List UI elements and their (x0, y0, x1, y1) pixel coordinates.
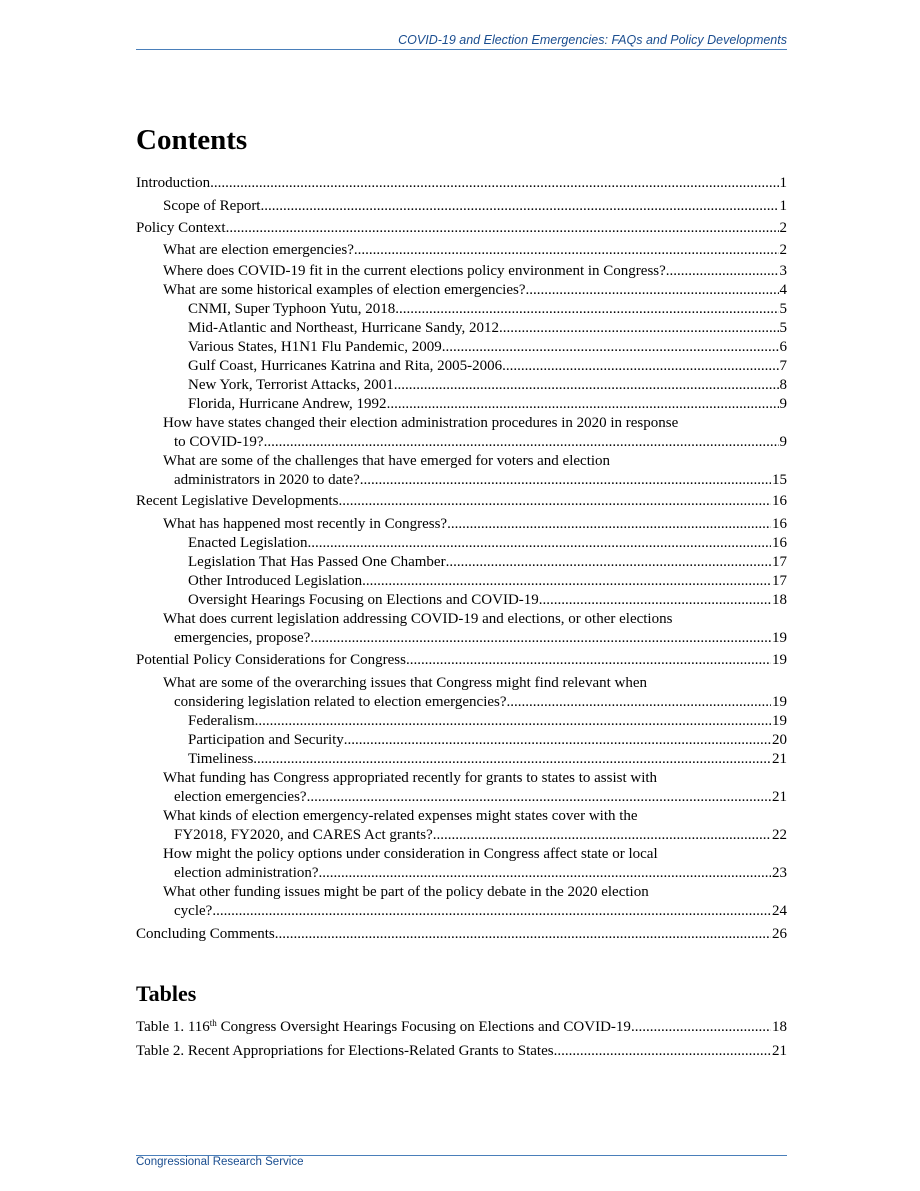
toc-page-number: 20 (772, 732, 787, 748)
leader-dots (666, 262, 779, 281)
toc-entry-label: Where does COVID-19 fit in the current elections policy environment in Congress? (163, 263, 666, 279)
toc-entry-other-funding-line2[interactable] (174, 902, 787, 921)
leader-dots (395, 300, 778, 319)
leader-dots (212, 902, 771, 921)
toc-entry-recent-legislative[interactable] (136, 492, 787, 511)
toc-entry-overarching-line1[interactable]: What are some of the overarching issues that Congress might find relevant when (163, 675, 648, 691)
toc-page-number: 16 (772, 516, 787, 532)
toc-page-number: 5 (779, 320, 787, 336)
toc-page-number: 8 (779, 377, 787, 393)
toc-page-number: 6 (779, 339, 787, 355)
toc-page-number: 23 (772, 865, 787, 881)
leader-dots (226, 219, 779, 238)
leader-dots (446, 553, 771, 572)
toc-entry-label: Enacted Legislation (188, 535, 308, 551)
toc-entry-label: Table 2. Recent Appropriations for Elections-Related Grants to States (136, 1043, 554, 1059)
leader-dots (447, 515, 771, 534)
toc-page-number: 21 (772, 1043, 787, 1059)
toc-entry-label: Timeliness (188, 751, 254, 767)
toc-entry-label: to COVID-19? (174, 434, 264, 450)
toc-entry-challenges-line1[interactable]: What are some of the challenges that have emerged for voters and election (163, 453, 611, 469)
toc-entry-label: Participation and Security (188, 732, 344, 748)
toc-page-number: 2 (779, 242, 787, 258)
toc-entry-label: considering legislation related to election emergencies? (174, 694, 507, 710)
leader-dots (539, 591, 771, 610)
leader-dots (360, 471, 771, 490)
toc-page-number: 19 (772, 713, 787, 729)
toc-entry-label: Legislation That Has Passed One Chamber (188, 554, 446, 570)
leader-dots (344, 731, 771, 750)
leader-dots (354, 241, 779, 260)
contents-heading: Contents (136, 124, 248, 156)
toc-entry-katrina[interactable] (188, 357, 787, 376)
toc-entry-h1n1[interactable] (188, 338, 787, 357)
toc-page-number: 21 (772, 789, 787, 805)
toc-entry-policy-context[interactable] (136, 219, 787, 238)
toc-entry-enacted[interactable] (188, 534, 787, 553)
toc-entry-label (136, 1018, 631, 1037)
toc-entry-label: cycle? (174, 903, 213, 919)
toc-entry-expenses-line2[interactable] (174, 826, 787, 845)
toc-page-number: 5 (779, 301, 787, 317)
toc-page-number: 19 (772, 694, 787, 710)
leader-dots (275, 925, 771, 944)
toc-entry-label: administrators in 2020 to date? (174, 472, 360, 488)
toc-entry-label: New York, Terrorist Attacks, 2001 (188, 377, 394, 393)
leader-dots (525, 281, 778, 300)
toc-page-number: 3 (779, 263, 787, 279)
leader-dots (253, 750, 771, 769)
toc-page-number: 18 (772, 1019, 787, 1035)
toc-entry-label: Potential Policy Considerations for Congress (136, 652, 406, 668)
running-header: COVID-19 and Election Emergencies: FAQs and Policy Developments (398, 33, 787, 47)
toc-entry-andrew[interactable] (188, 395, 787, 414)
toc-page-number: 1 (779, 198, 787, 214)
leader-dots (507, 693, 771, 712)
toc-entry-label: Various States, H1N1 Flu Pandemic, 2009 (188, 339, 442, 355)
leader-dots (433, 826, 771, 845)
toc-entry-states-changed-line2[interactable] (174, 433, 787, 452)
leader-dots (406, 651, 771, 670)
toc-page-number: 9 (779, 434, 787, 450)
leader-dots (631, 1018, 771, 1037)
toc-entry-label: What are election emergencies? (163, 242, 354, 258)
leader-dots (394, 376, 779, 395)
running-footer: Congressional Research Service (136, 1156, 304, 1168)
leader-dots (264, 433, 779, 452)
toc-entry-policy-options-line1[interactable]: How might the policy options under consideration in Congress affect state or local (163, 846, 658, 862)
toc-page-number: 22 (772, 827, 787, 843)
leader-dots (255, 712, 771, 731)
toc-entry-cnmi[interactable] (188, 300, 787, 319)
toc-page-number: 19 (772, 630, 787, 646)
toc-page-number: 26 (772, 926, 787, 942)
toc-entry-label: FY2018, FY2020, and CARES Act grants? (174, 827, 433, 843)
toc-entry-label: Policy Context (136, 220, 226, 236)
toc-entry-historical[interactable] (163, 281, 787, 300)
toc-entry-label: Federalism (188, 713, 255, 729)
toc-entry-overarching-line2[interactable] (174, 693, 787, 712)
header-rule (136, 49, 787, 50)
toc-entry-concluding[interactable] (136, 925, 787, 944)
toc-entry-policy-options-line2[interactable] (174, 864, 787, 883)
toc-entry-label: Gulf Coast, Hurricanes Katrina and Rita, 2005-2006 (188, 358, 503, 374)
toc-entry-sandy[interactable] (188, 319, 787, 338)
toc-entry-label: election administration? (174, 865, 319, 881)
toc-page-number: 17 (772, 573, 787, 589)
toc-entry-label: Introduction (136, 175, 211, 191)
toc-entry-passed-one[interactable] (188, 553, 787, 572)
toc-entry-funding-line2[interactable] (174, 788, 787, 807)
tables-heading: Tables (136, 981, 197, 1006)
toc-entry-label: Scope of Report (163, 198, 261, 214)
toc-entry-oversight[interactable] (188, 591, 787, 610)
toc-entry-participation[interactable] (188, 731, 787, 750)
leader-dots (387, 395, 779, 414)
toc-entry-funding-line1[interactable]: What funding has Congress appropriated recently for grants to states to assist with (163, 770, 658, 786)
toc-entry-label: Mid-Atlantic and Northeast, Hurricane Sandy, 2012 (188, 320, 500, 336)
leader-dots (308, 534, 771, 553)
toc-page-number: 19 (772, 652, 787, 668)
toc-page-number: 16 (772, 535, 787, 551)
table1-title: Congress Oversight Hearings Focusing on Elections and COVID-19 (216, 1019, 631, 1035)
toc-page-number: 7 (779, 358, 787, 374)
table1-ordinal-suffix: th (209, 1018, 217, 1028)
toc-entry-label: Recent Legislative Developments (136, 493, 339, 509)
toc-entry-happened[interactable] (163, 515, 787, 534)
toc-page-number: 18 (772, 592, 787, 608)
toc-entry-label: Florida, Hurricane Andrew, 1992 (188, 396, 387, 412)
toc-entry-covid-fit[interactable] (163, 262, 787, 281)
leader-dots (442, 338, 779, 357)
toc-page-number: 16 (772, 493, 787, 509)
leader-dots (362, 572, 771, 591)
toc-entry-states-changed-line1[interactable]: How have states changed their election administration procedures in 2020 in response (163, 415, 679, 431)
toc-entry-election-emergencies[interactable] (163, 241, 787, 260)
toc-entry-expenses-line1[interactable]: What kinds of election emergency-related expenses might states cover with the (163, 808, 638, 824)
toc-page-number: 24 (772, 903, 787, 919)
toc-entry-label: Oversight Hearings Focusing on Elections and COVID-19 (188, 592, 539, 608)
toc-page-number: 4 (779, 282, 787, 298)
leader-dots (307, 788, 771, 807)
toc-page-number: 21 (772, 751, 787, 767)
toc-page-number: 15 (772, 472, 787, 488)
leader-dots (499, 319, 778, 338)
toc-entry-label: emergencies, propose? (174, 630, 311, 646)
toc-entry-potential-policy[interactable] (136, 651, 787, 670)
toc-entry-current-leg-line2[interactable] (174, 629, 787, 648)
table1-prefix: Table 1. 116 (136, 1019, 210, 1035)
toc-page-number: 9 (779, 396, 787, 412)
toc-entry-label: election emergencies? (174, 789, 307, 805)
toc-entry-current-leg-line1[interactable]: What does current legislation addressing COVID-19 and elections, or other elections (163, 611, 673, 627)
leader-dots (502, 357, 778, 376)
toc-entry-label: Other Introduced Legislation (188, 573, 363, 589)
toc-entry-scope[interactable] (163, 197, 787, 216)
leader-dots (310, 629, 771, 648)
toc-entry-label: CNMI, Super Typhoon Yutu, 2018 (188, 301, 396, 317)
toc-entry-challenges-line2[interactable] (174, 471, 787, 490)
toc-entry-other-introduced[interactable] (188, 572, 787, 591)
toc-entry-label: Concluding Comments (136, 926, 275, 942)
leader-dots (319, 864, 771, 883)
toc-entry-label: What has happened most recently in Congress? (163, 516, 448, 532)
toc-entry-new-york[interactable] (188, 376, 787, 395)
leader-dots (554, 1042, 771, 1061)
toc-entry-table-2[interactable] (136, 1042, 787, 1061)
toc-entry-timeliness[interactable] (188, 750, 787, 769)
toc-entry-label: What are some historical examples of election emergencies? (163, 282, 526, 298)
toc-page-number: 1 (779, 175, 787, 191)
toc-page-number: 17 (772, 554, 787, 570)
toc-entry-table-1[interactable] (136, 1018, 787, 1037)
toc-entry-other-funding-line1[interactable]: What other funding issues might be part of the policy debate in the 2020 election (163, 884, 649, 900)
toc-entry-federalism[interactable] (188, 712, 787, 731)
toc-entry-introduction[interactable] (136, 174, 787, 193)
toc-page-number: 2 (779, 220, 787, 236)
leader-dots (260, 197, 778, 216)
leader-dots (338, 492, 771, 511)
leader-dots (210, 174, 778, 193)
